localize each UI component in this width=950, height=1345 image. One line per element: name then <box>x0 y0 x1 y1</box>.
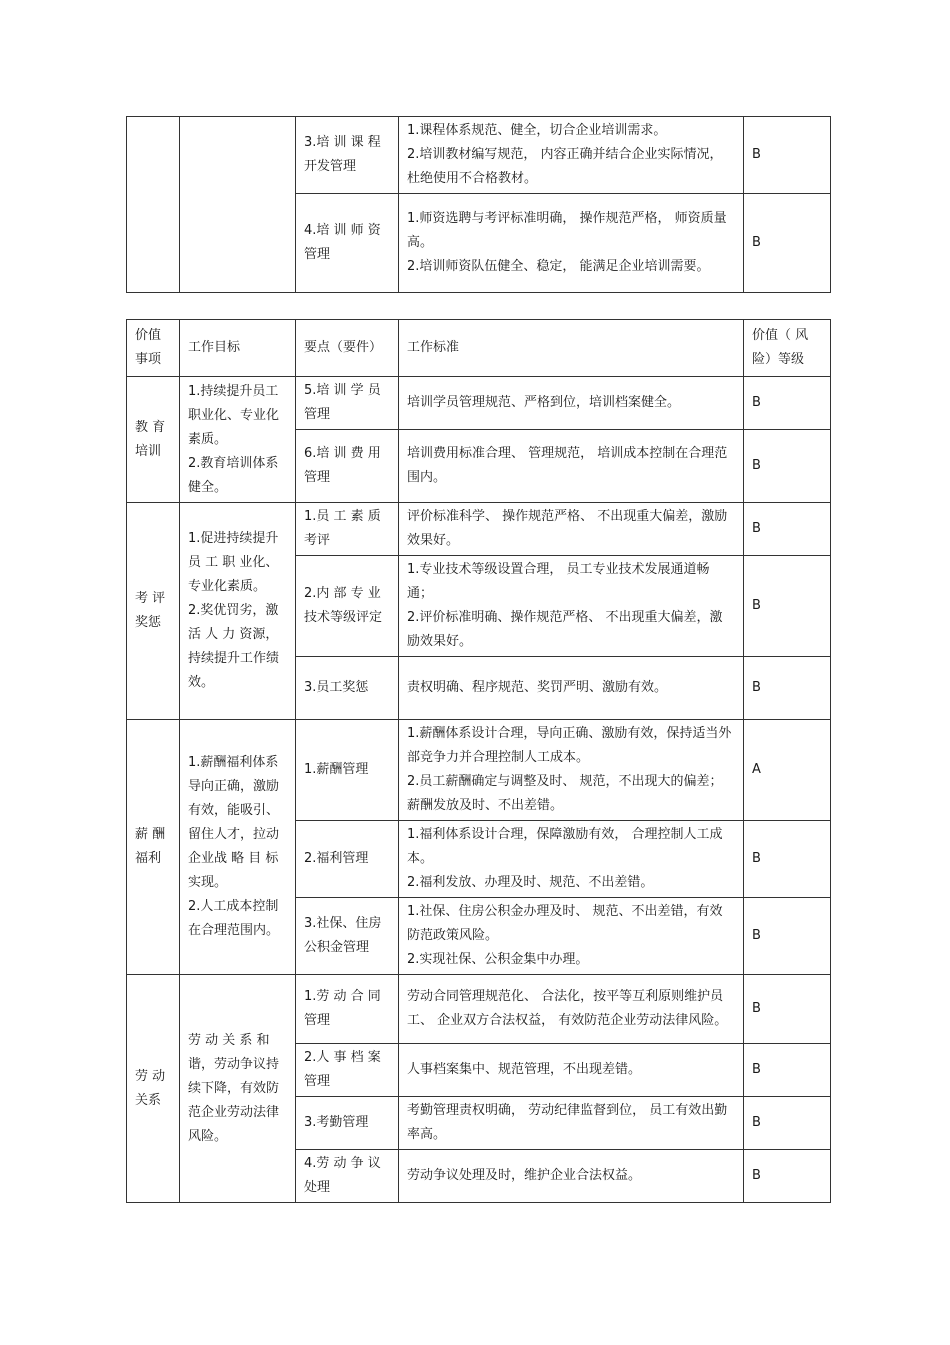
point-cell: 5.培 训 学 员 管理 <box>296 377 399 430</box>
grade-cell: B <box>744 821 831 898</box>
grade-cell: B <box>744 503 831 556</box>
grade-cell: B <box>744 556 831 657</box>
grade-cell: B <box>744 975 831 1044</box>
standard-cell <box>399 821 744 898</box>
point-cell: 6.培 训 费 用 管理 <box>296 430 399 503</box>
value-item-cell <box>127 117 180 293</box>
standard-cell <box>399 898 744 975</box>
point-cell: 2.内 部 专 业 技术等级评定 <box>296 556 399 657</box>
category-cell: 考 评 奖惩 <box>127 503 180 720</box>
header-standard: 工作标准 <box>399 320 744 377</box>
header-grade: 价值（ 风险）等级 <box>744 320 831 377</box>
standard-cell: 培训费用标准合理、 管理规范， 培训成本控制在合理范围内。 <box>399 430 744 503</box>
goal-cell <box>180 377 296 503</box>
point-cell: 1.员 工 素 质 考评 <box>296 503 399 556</box>
category-cell: 教 育 培训 <box>127 377 180 503</box>
standard-line: 1.薪酬体系设计合理，导向正确、激励有效，保持适当外部竞争力并合理控制人工成本。 <box>407 726 732 765</box>
grade-cell: B <box>744 194 831 293</box>
standard-line: 1.师资选聘与考评标准明确， 操作规范严格， 师资质量高。 <box>407 211 727 250</box>
header-point: 要点（要件） <box>296 320 399 377</box>
table-row <box>127 975 831 1044</box>
standard-line: 2.实现社保、公积金集中办理。 <box>407 952 589 967</box>
header-row <box>127 320 831 377</box>
goal-line: 1.促进持续提升 员 工 职 业化、专业化素质。 <box>188 531 279 594</box>
standard-line: 2.福利发放、办理及时、规范、不出差错。 <box>407 875 654 890</box>
point-cell: 3.社保、住房公积金管理 <box>296 898 399 975</box>
point-cell: 2.人 事 档 案 管理 <box>296 1044 399 1097</box>
point-cell: 3.培 训 课 程 开发管理 <box>296 117 399 194</box>
point-cell: 4.培 训 师 资 管理 <box>296 194 399 293</box>
goal-line: 2.奖优罚劣，激 活 人 力 资源，持续提升工作绩效。 <box>188 603 280 690</box>
standard-line: 2.员工薪酬确定与调整及时、 规范，不出现大的偏差；薪酬发放及时、不出差错。 <box>407 774 723 813</box>
grade-cell: B <box>744 117 831 194</box>
standard-cell: 责权明确、程序规范、奖罚严明、激励有效。 <box>399 657 744 720</box>
point-cell: 3.员工奖惩 <box>296 657 399 720</box>
point-cell: 1.薪酬管理 <box>296 720 399 821</box>
goal-cell <box>180 975 296 1203</box>
standard-cell <box>399 556 744 657</box>
goal-cell <box>180 503 296 720</box>
point-cell: 3.考勤管理 <box>296 1097 399 1150</box>
table-main <box>126 319 831 1203</box>
standard-cell: 劳动合同管理规范化、 合法化，按平等互利原则维护员工、 企业双方合法权益， 有效防范企业劳动法律风险。 <box>399 975 744 1044</box>
table-continued <box>126 116 831 293</box>
header-value-item: 价值事项 <box>127 320 180 377</box>
standard-line: 1.课程体系规范、健全，切合企业培训需求。 <box>407 123 667 138</box>
goal-line: 2.人工成本控制在合理范围内。 <box>188 899 280 938</box>
standard-cell: 劳动争议处理及时，维护企业合法权益。 <box>399 1150 744 1203</box>
standard-cell: 培训学员管理规范、严格到位，培训档案健全。 <box>399 377 744 430</box>
grade-cell: B <box>744 1044 831 1097</box>
table-row <box>127 503 831 556</box>
standard-cell <box>399 720 744 821</box>
point-cell: 2.福利管理 <box>296 821 399 898</box>
grade-cell: B <box>744 657 831 720</box>
goal-line: 2.教育培训体系健全。 <box>188 455 279 495</box>
standard-line: 2.评价标准明确、操作规范严格、 不出现重大偏差，激励效果好。 <box>407 610 723 649</box>
grade-cell: B <box>744 898 831 975</box>
grade-cell: B <box>744 1097 831 1150</box>
header-goal: 工作目标 <box>180 320 296 377</box>
goal-line: 1.薪酬福利体系导向正确，激励有效，能吸引、留住人才，拉动企业战 略 目 标 实现。 <box>188 755 280 890</box>
table-row <box>127 720 831 821</box>
standard-cell <box>399 117 744 194</box>
category-cell: 劳 动 关系 <box>127 975 180 1203</box>
grade-cell: B <box>744 377 831 430</box>
grade-cell: B <box>744 1150 831 1203</box>
standard-line: 1.福利体系设计合理，保障激励有效， 合理控制人工成本。 <box>407 827 723 866</box>
point-cell: 4.劳 动 争 议 处理 <box>296 1150 399 1203</box>
grade-cell: B <box>744 430 831 503</box>
standard-line: 1.社保、住房公积金办理及时、 规范、不出差错，有效防范政策风险。 <box>407 904 723 943</box>
grade-cell: A <box>744 720 831 821</box>
standard-line: 1.专业技术等级设置合理， 员工专业技术发展通道畅通； <box>407 562 710 601</box>
goal-cell <box>180 117 296 293</box>
standard-line: 2.培训师资队伍健全、稳定， 能满足企业培训需要。 <box>407 259 710 274</box>
standard-cell: 评价标准科学、 操作规范严格、 不出现重大偏差，激励效果好。 <box>399 503 744 556</box>
table-row <box>127 377 831 430</box>
point-cell: 1.劳 动 合 同 管理 <box>296 975 399 1044</box>
standard-line: 2.培训教材编写规范， 内容正确并结合企业实际情况，杜绝使用不合格教材。 <box>407 147 723 186</box>
table-row <box>127 117 831 194</box>
standard-cell: 考勤管理责权明确， 劳动纪律监督到位， 员工有效出勤率高。 <box>399 1097 744 1150</box>
goal-cell <box>180 720 296 975</box>
standard-cell: 人事档案集中、规范管理，不出现差错。 <box>399 1044 744 1097</box>
goal-line: 劳 动 关 系 和谐，劳动争议持续下降，有效防范企业劳动法律风险。 <box>188 1032 280 1144</box>
standard-cell <box>399 194 744 293</box>
goal-line: 1.持续提升员工职业化、专业化素质。 <box>188 383 280 447</box>
category-cell: 薪 酬 福利 <box>127 720 180 975</box>
